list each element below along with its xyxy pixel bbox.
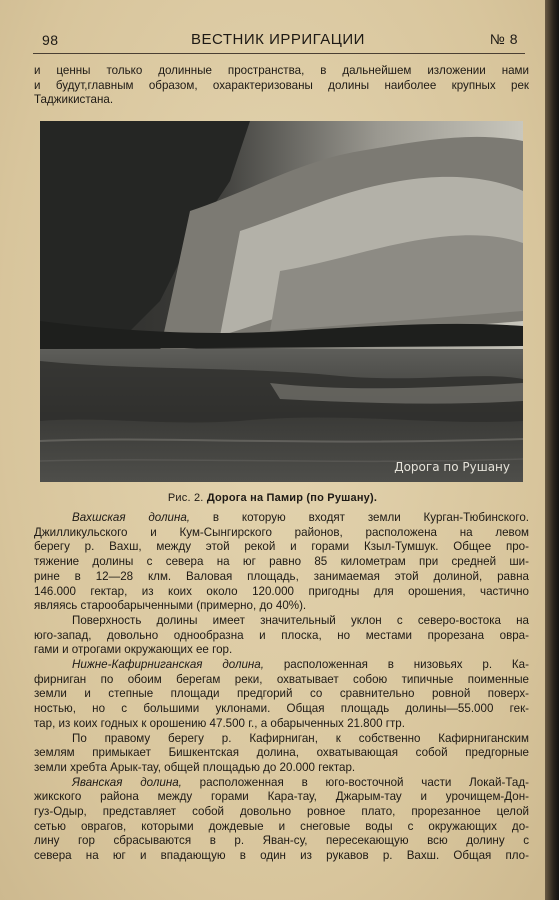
- journal-title: ВЕСТНИК ИРРИГАЦИИ: [191, 31, 365, 48]
- text-line: тар, из коих годных к орошению 47.500 г., а обарыченных 21.800 гтр.: [34, 716, 405, 730]
- issue-number: № 8: [489, 31, 518, 47]
- caption-title: Дорога на Памир (по Рушану).: [206, 492, 378, 504]
- river-photograph: [40, 121, 523, 482]
- text-line: фирниган по обоим берегам реки, охватывает собою типичные поименные: [34, 672, 529, 686]
- text-line: Нижне-Кафирниганская долина, расположенная в низовьях р. Ка-: [72, 658, 529, 672]
- text-line: Таджикистана.: [34, 93, 114, 107]
- photo-inscription: Дорога по Рушану: [394, 460, 510, 474]
- text-line: земли хребта Арык-тау, общей площадью до 20.000 гектар.: [34, 760, 356, 774]
- text-line: По правому берегу р. Кафирниган, к собственно Кафирниганским: [72, 731, 529, 745]
- caption-label: Рис. 2.: [167, 492, 204, 504]
- text-line: Поверхность долины имеет значительный уклон с северо-востока на: [72, 613, 529, 627]
- text-line: сетью оврагов, которыми дождевые и снеговые воды с окружающих до-: [34, 819, 529, 833]
- text-line: тяжение долины с севера на юг равно 85 километрам при средней ши-: [34, 555, 529, 569]
- text-line: гуз-Одыр, представляет собой довольно ровное плато, прорезанное целой: [34, 805, 529, 819]
- text-line: и ценны только долинные пространства, в дальнейшем изложении нами: [34, 64, 529, 77]
- page-number: 98: [42, 32, 59, 48]
- section-lead: Вахшская долина,: [72, 511, 191, 524]
- text-line: землям примыкает Бишкентская долина, охватывающая собой предгорные: [34, 746, 529, 760]
- text-line: 146.000 гектар, из коих около 120.000 пригодны для орошения, частично: [34, 584, 529, 598]
- figure-caption: [0, 492, 545, 504]
- text-line: севера на юг и впадающую в один из рукавов р. Вахш. Общая пло-: [34, 849, 529, 863]
- text-line: юго-запад, довольно однообразна и плоска, но местами прорезана овра-: [34, 628, 529, 642]
- body-text: [34, 511, 529, 864]
- intro-text: [34, 64, 529, 108]
- text-line: Вахшская долина, в которую входят земли Курган-Тюбинского.: [72, 511, 529, 524]
- text-line: и будут,главным образом, охарактеризованы долины наиболее крупных рек: [34, 78, 529, 92]
- text-line: ностью, но с большими уклонами. Общая площадь долины—55.000 гек-: [34, 702, 529, 716]
- text-line: Джилликульского и Кум-Сынгирского районов, расположена на левом: [34, 525, 529, 539]
- running-header: [38, 30, 518, 50]
- text-line: жикского района между горами Кара-тау, Джарым-тау и урочищем-Дон-: [34, 790, 529, 804]
- header-rule: [33, 53, 525, 54]
- section-lead: Нижне-Кафирниганская долина,: [72, 658, 264, 672]
- text-line: берегу р. Вахш, между этой рекой и горами Кзыл-Тумшук. Общее про-: [34, 540, 529, 554]
- text-line: рине в 12—28 клм. Валовая площадь, занимаемая этой долиной, равна: [34, 569, 529, 583]
- text-line: лину гор сбрасываются в р. Яван-су, пересекающую всю долину с: [34, 834, 529, 848]
- page-binding-edge: [545, 0, 559, 900]
- text-line: гами и отрогами окружающих ее гор.: [34, 643, 233, 657]
- text-line: земли и степные площади предгорий со сравнительно ровной поверх-: [34, 687, 529, 701]
- text-line: Яванская долина, расположенная в юго-восточной части Локай-Тад-: [72, 775, 529, 789]
- section-lead: Яванская долина,: [72, 775, 182, 789]
- text-line: являясь старообарыченными (примерно, до 40%).: [34, 599, 307, 613]
